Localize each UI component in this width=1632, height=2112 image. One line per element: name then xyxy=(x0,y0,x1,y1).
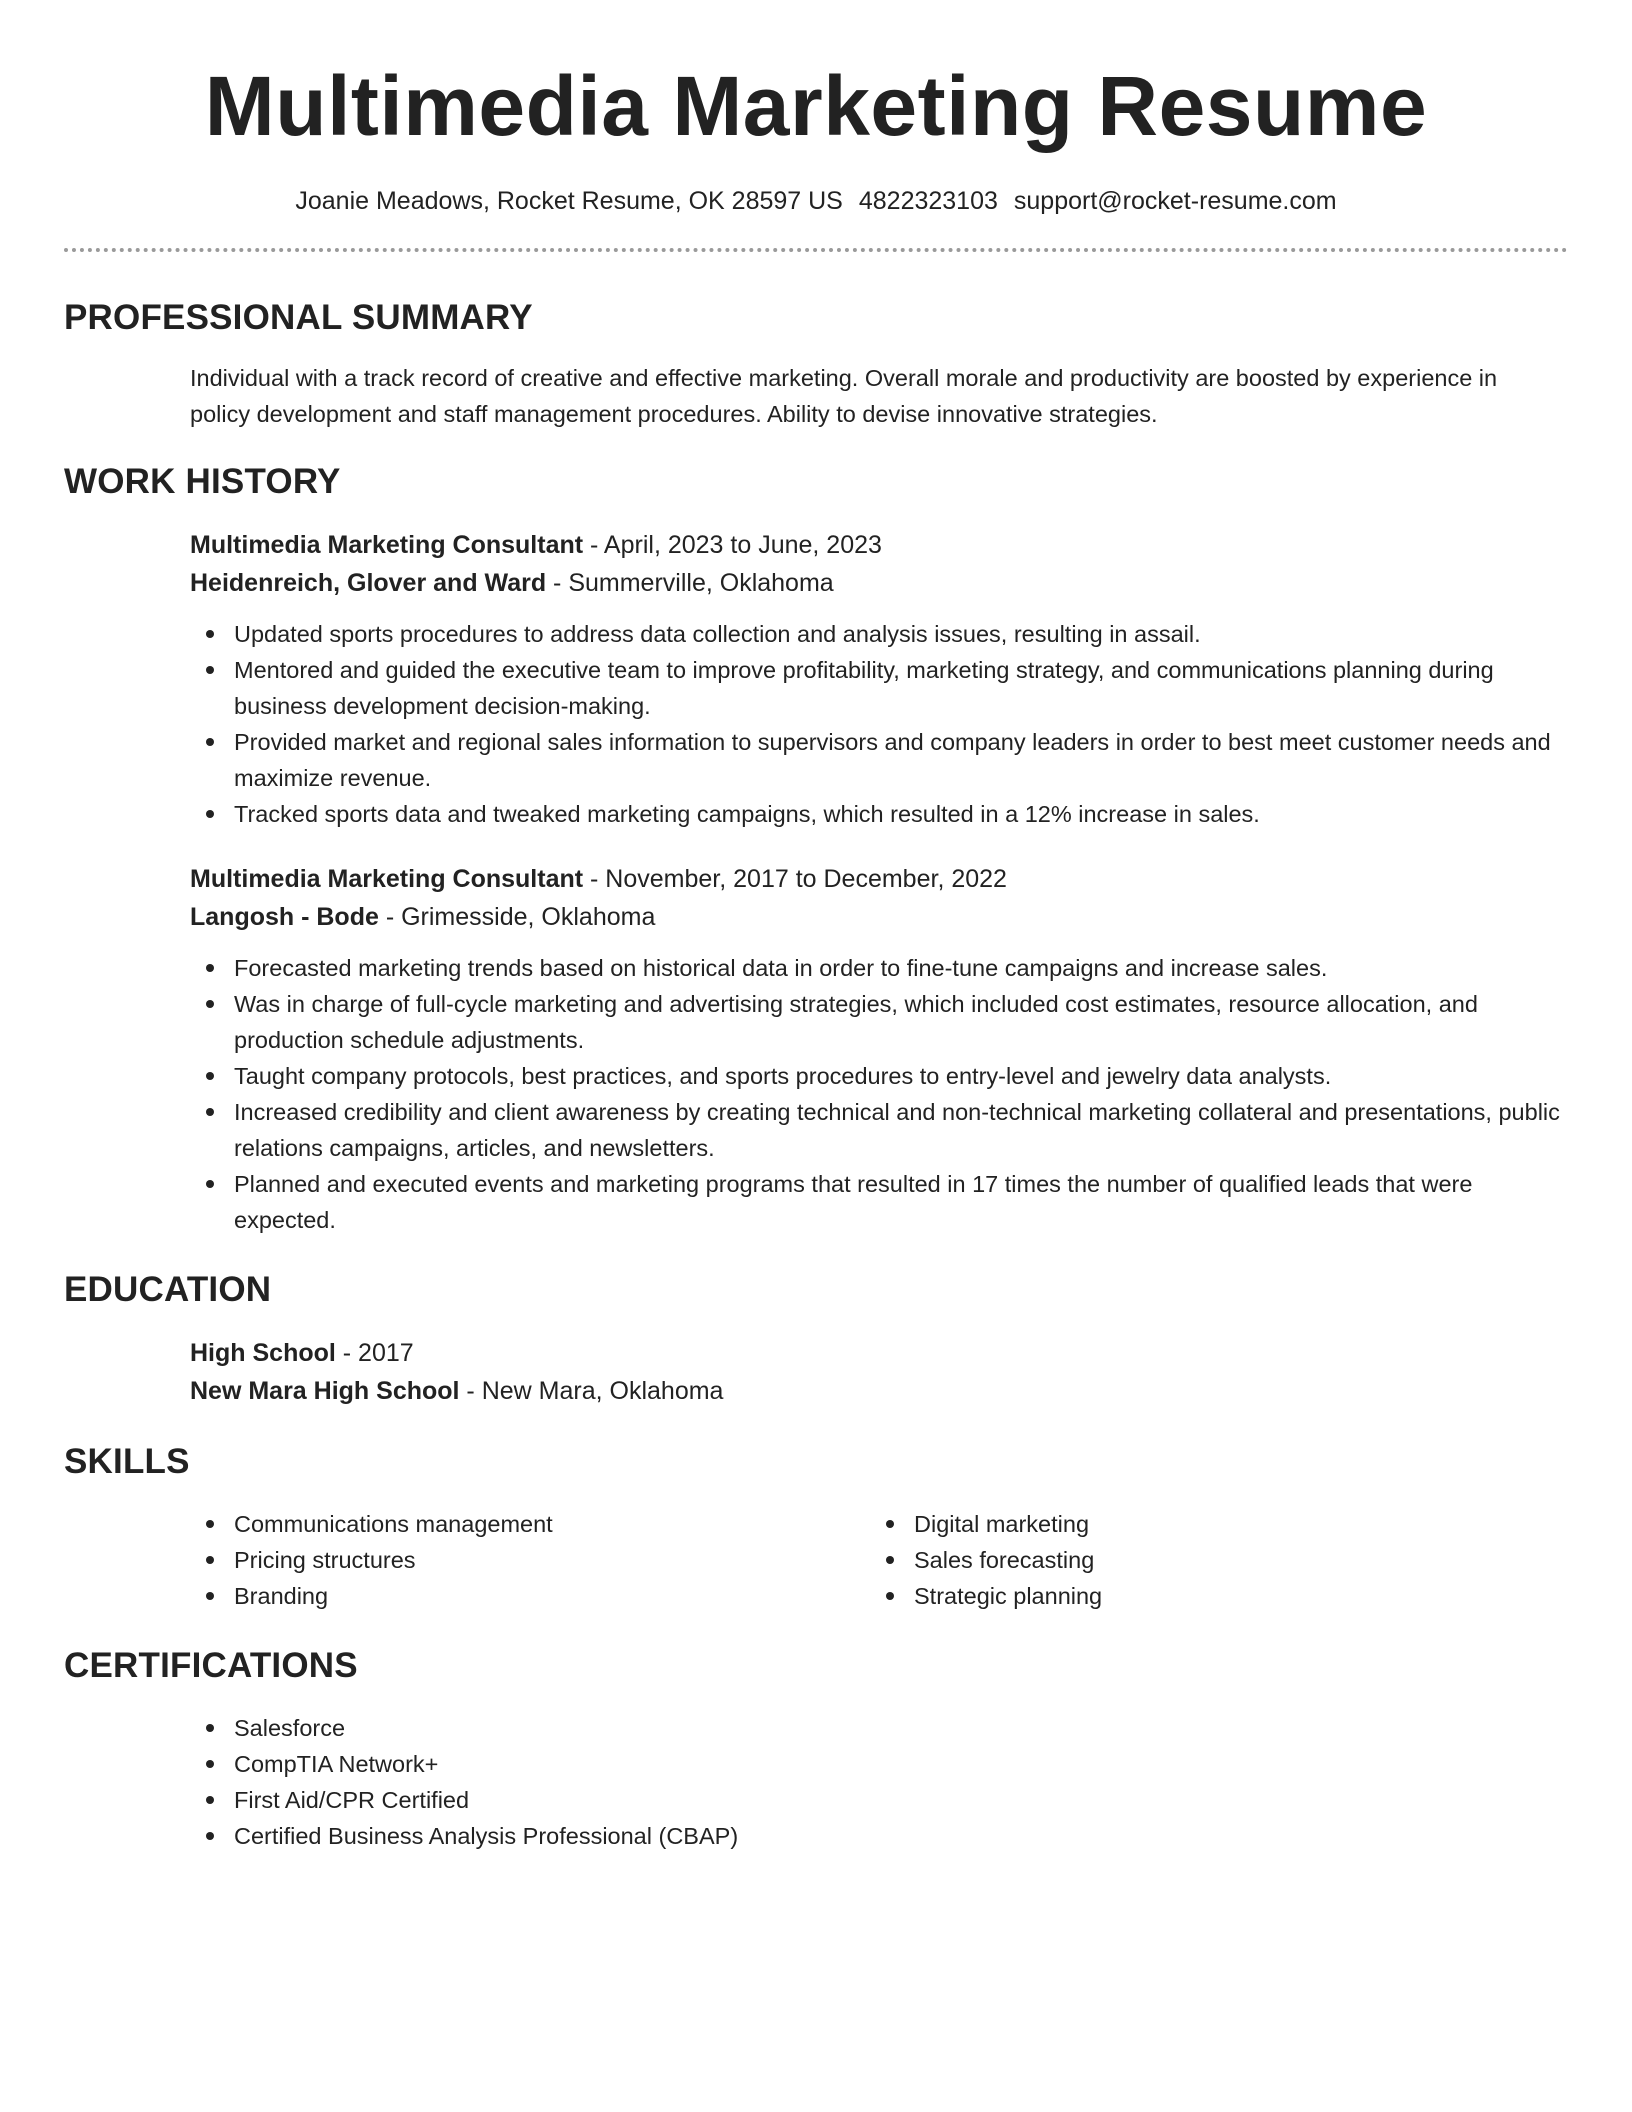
job-bullet: Updated sports procedures to address data collection and analysis issues, resulting in assail. xyxy=(190,616,1568,652)
work-history-heading: WORK HISTORY xyxy=(64,462,341,501)
summary-heading: PROFESSIONAL SUMMARY xyxy=(64,298,533,337)
education-degree: High School xyxy=(190,1339,336,1367)
resume-page xyxy=(64,0,1568,1854)
education-entry xyxy=(190,1334,1568,1410)
job-title: Multimedia Marketing Consultant xyxy=(190,865,584,893)
skill-item: Pricing structures xyxy=(190,1542,870,1578)
skills-column-left xyxy=(190,1506,870,1614)
education-year: - 2017 xyxy=(335,1339,414,1367)
job-bullets xyxy=(190,616,1568,832)
skill-item: Communications management xyxy=(190,1506,870,1542)
contact-phone: 4822323103 xyxy=(858,187,998,215)
job-bullet: Mentored and guided the executive team to improve profitability, marketing strategy, and communications planning during business development decision-making. xyxy=(190,652,1568,724)
summary-text: Individual with a track record of creative and effective marketing. Overall morale and productivity are boosted by experience in policy development and staff management procedures. Ability to devise innovative strategies. xyxy=(190,365,1498,427)
job-bullet: Forecasted marketing trends based on historical data in order to fine-tune campaigns and increase sales. xyxy=(190,950,1568,986)
certification-item: Salesforce xyxy=(190,1710,1568,1746)
job-company: Langosh - Bode xyxy=(190,903,379,931)
certifications-heading: CERTIFICATIONS xyxy=(64,1646,358,1685)
contact-address: Joanie Meadows, Rocket Resume, OK 28597 US xyxy=(295,187,843,215)
certifications-entry xyxy=(190,1710,1568,1854)
job-bullet: Taught company protocols, best practices, and sports procedures to entry-level and jewelry data analysts. xyxy=(190,1058,1568,1094)
job-title-line xyxy=(190,860,1568,898)
skill-item: Branding xyxy=(190,1578,870,1614)
certification-item: Certified Business Analysis Professional (CBAP) xyxy=(190,1818,1568,1854)
certification-item: First Aid/CPR Certified xyxy=(190,1782,1568,1818)
header-divider xyxy=(64,248,1568,252)
job-company-line xyxy=(190,564,1568,602)
job-location: - Summerville, Oklahoma xyxy=(546,569,834,597)
skill-item: Strategic planning xyxy=(870,1578,1550,1614)
education-location: - New Mara, Oklahoma xyxy=(459,1377,724,1405)
job-bullet: Was in charge of full-cycle marketing and advertising strategies, which included cost estimates, resource allocation, and production schedule adjustments. xyxy=(190,986,1568,1058)
resume-title: Multimedia Marketing Resume xyxy=(204,59,1428,153)
job-entry-2 xyxy=(190,860,1568,1238)
skill-item: Sales forecasting xyxy=(870,1542,1550,1578)
job-bullet: Increased credibility and client awareness by creating technical and non-technical marketing collateral and presentations, public relations campaigns, articles, and newsletters. xyxy=(190,1094,1568,1166)
job-bullet: Tracked sports data and tweaked marketing campaigns, which resulted in a 12% increase in sales. xyxy=(190,796,1568,832)
job-dates: - April, 2023 to June, 2023 xyxy=(583,531,882,559)
certification-item: CompTIA Network+ xyxy=(190,1746,1568,1782)
job-bullets xyxy=(190,950,1568,1238)
skills-list-right xyxy=(870,1506,1550,1614)
contact-line xyxy=(64,184,1568,218)
contact-email: support@rocket-resume.com xyxy=(1013,187,1337,215)
skills-grid xyxy=(190,1506,1568,1614)
skills-list-left xyxy=(190,1506,870,1614)
job-company: Heidenreich, Glover and Ward xyxy=(190,569,547,597)
job-location: - Grimesside, Oklahoma xyxy=(378,903,656,931)
job-entry-1 xyxy=(190,526,1568,832)
skills-column-right xyxy=(870,1506,1550,1614)
job-title: Multimedia Marketing Consultant xyxy=(190,531,584,559)
job-dates: - November, 2017 to December, 2022 xyxy=(583,865,1007,893)
skill-item: Digital marketing xyxy=(870,1506,1550,1542)
job-bullet: Planned and executed events and marketing programs that resulted in 17 times the number of qualified leads that were expected. xyxy=(190,1166,1568,1238)
job-company-line xyxy=(190,898,1568,936)
education-school-line xyxy=(190,1372,1568,1410)
education-school: New Mara High School xyxy=(190,1377,460,1405)
skills-heading: SKILLS xyxy=(64,1442,190,1481)
education-degree-line xyxy=(190,1334,1568,1372)
certifications-list xyxy=(190,1710,1568,1854)
job-title-line xyxy=(190,526,1568,564)
job-bullet: Provided market and regional sales information to supervisors and company leaders in order to best meet customer needs and maximize revenue. xyxy=(190,724,1568,796)
education-heading: EDUCATION xyxy=(64,1270,272,1309)
